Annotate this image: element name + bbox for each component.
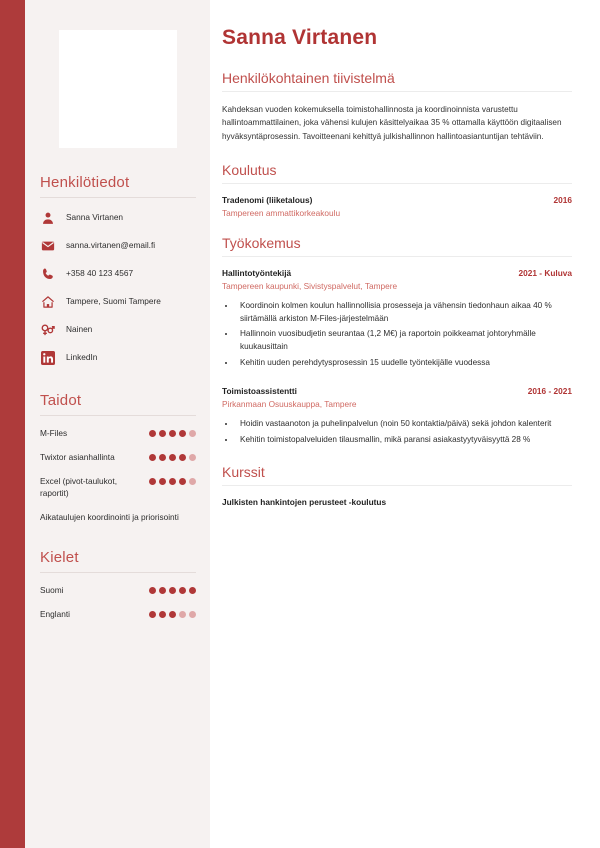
section-heading-summary: Henkilökohtainen tiivistelmä: [222, 70, 395, 86]
sidebar-heading-languages: Kielet: [40, 549, 79, 567]
skill-label: Aikataulujen koordinointi ja priorisointi: [40, 512, 179, 523]
section-summary: [222, 70, 572, 143]
rating-dot: [189, 454, 196, 461]
education-entry: [222, 195, 572, 218]
divider: [222, 485, 572, 486]
contact-value: sanna.virtanen@email.fi: [66, 240, 156, 251]
contact-value: Sanna Virtanen: [66, 212, 124, 223]
rating-dot: [159, 454, 166, 461]
section-education: [222, 162, 572, 218]
course-entry: [222, 497, 572, 507]
skill-item: [40, 427, 196, 439]
rating-dots: [149, 427, 196, 437]
divider: [222, 183, 572, 184]
rating-dot: [179, 454, 186, 461]
skill-item: [40, 511, 196, 523]
sidebar: [25, 0, 210, 848]
summary-text: Kahdeksan vuoden kokemuksella toimistohallinnosta ja koordinoinnista varustettu hallintoammattilainen, joka vähensi kulujen käsittelyaikaa 35 % ottamalla käyttöön digitaalisen hyväksyntäprosessin. Tavoitteenani kehittyä julkishallinnon hallintoasiantuntijan tehtäviin.: [222, 105, 562, 141]
divider: [40, 415, 196, 416]
rating-dot: [189, 611, 196, 618]
language-item: [40, 584, 196, 596]
entry-date: 2021 - Kuluva: [518, 267, 572, 278]
section-experience: [222, 235, 572, 447]
languages-list: [40, 584, 196, 620]
language-label: Englanti: [40, 609, 70, 620]
rating-dot: [149, 611, 156, 618]
skill-label: Twixtor asianhallinta: [40, 452, 115, 463]
rating-dots: [149, 475, 196, 485]
language-label: Suomi: [40, 585, 64, 596]
entry-header: [222, 497, 572, 507]
rating-dot: [189, 587, 196, 594]
sidebar-heading-skills: Taidot: [40, 392, 82, 409]
person-icon: [40, 210, 55, 225]
contact-value: +358 40 123 4567: [66, 268, 134, 279]
education-list: [222, 195, 572, 218]
rating-dots: [149, 451, 196, 461]
divider: [40, 572, 196, 573]
rating-dot: [169, 454, 176, 461]
experience-entry: [222, 386, 572, 446]
rating-dot: [149, 478, 156, 485]
entry-organization: Pirkanmaan Osuuskauppa, Tampere: [222, 399, 357, 410]
rating-dot: [159, 478, 166, 485]
rating-dot: [159, 587, 166, 594]
sidebar-heading-personal: Henkilötiedot: [40, 174, 130, 191]
section-heading-education: Koulutus: [222, 161, 277, 178]
contact-item[interactable]: [40, 237, 196, 254]
phone-icon: [40, 266, 55, 281]
home-icon: [40, 294, 55, 309]
contact-item[interactable]: [40, 293, 196, 310]
contact-item[interactable]: [40, 209, 196, 226]
entry-header: [222, 386, 572, 396]
language-item: [40, 608, 196, 620]
experience-list: [222, 268, 572, 447]
section-heading-experience: Työkokemus: [222, 234, 301, 251]
envelope-icon: [40, 238, 55, 253]
bullet-item: • Koordinoin kolmen koulun hallinnollisia prosesseja ja vähensin tiedonhaun aikaa 40 % siirtämällä arkiston M-Files-järjestelmään: [236, 300, 572, 325]
bullet-item: • Kehitin toimistopalveluiden tilausmallin, mikä paransi asiakastyytyväisyyttä 28 %: [236, 434, 572, 447]
contact-value: Nainen: [66, 324, 93, 335]
page-title: Sanna Virtanen: [222, 26, 378, 49]
entry-title: Toimistoassistentti: [222, 386, 297, 397]
entry-title: Tradenomi (liiketalous): [222, 194, 313, 205]
rating-dot: [149, 454, 156, 461]
divider: [40, 197, 196, 198]
entry-organization: Tampereen kaupunki, Sivistyspalvelut, Tampere: [222, 280, 398, 291]
section-courses: [222, 464, 572, 507]
main-content: [210, 0, 600, 848]
entry-bullets: [236, 300, 572, 370]
experience-entry: [222, 268, 572, 370]
linkedin-icon: [40, 350, 55, 365]
skill-item: [40, 475, 196, 499]
bullet-item: • Kehitin uuden perehdytysprosessin 15 uudelle työntekijälle vuodessa: [236, 357, 572, 370]
entry-header: [222, 268, 572, 278]
entry-date: 2016: [553, 194, 572, 205]
entry-title: Julkisten hankintojen perusteet -koulutus: [222, 496, 387, 507]
skill-item: [40, 451, 196, 463]
courses-list: [222, 497, 572, 507]
entry-header: [222, 195, 572, 205]
gender-icon: [40, 322, 55, 337]
contact-item[interactable]: [40, 321, 196, 338]
rating-dots: [149, 584, 196, 594]
rating-dot: [179, 611, 186, 618]
rating-dot: [149, 430, 156, 437]
rating-dot: [169, 611, 176, 618]
entry-title: Hallintotyöntekijä: [222, 267, 292, 278]
rating-dot: [179, 478, 186, 485]
entry-date: 2016 - 2021: [527, 386, 572, 397]
rating-dot: [179, 587, 186, 594]
bullet-item: • Hoidin vastaanoton ja puhelinpalvelun (noin 50 kontaktia/päivä) sekä johdon kalenterit: [236, 418, 572, 431]
rating-dots: [149, 608, 196, 618]
skill-label: M-Files: [40, 428, 68, 438]
contact-item[interactable]: [40, 349, 196, 366]
skills-list: [40, 427, 196, 523]
contact-value: LinkedIn: [66, 352, 98, 363]
rating-dot: [159, 611, 166, 618]
rating-dot: [159, 430, 166, 437]
rating-dot: [189, 478, 196, 485]
rating-dot: [189, 430, 196, 437]
entry-organization: Tampereen ammattikorkeakoulu: [222, 207, 341, 218]
rating-dot: [169, 430, 176, 437]
divider: [222, 256, 572, 257]
bullet-item: • Hallinnoin vuosibudjetin seurantaa (1,2 M€) ja raportoin poikkeamat johtoryhmälle kuukausittain: [236, 328, 572, 353]
section-heading-courses: Kurssit: [222, 463, 265, 480]
divider: [222, 91, 572, 92]
rating-dot: [179, 430, 186, 437]
skill-label: Excel (pivot-taulukot, raportit): [40, 476, 118, 499]
rating-dot: [169, 587, 176, 594]
rating-dot: [169, 478, 176, 485]
contact-value: Tampere, Suomi Tampere: [66, 296, 161, 307]
profile-photo-placeholder: [59, 30, 177, 148]
entry-bullets: [236, 418, 572, 446]
contact-list: [40, 209, 196, 366]
rating-dot: [149, 587, 156, 594]
accent-stripe: [0, 0, 25, 848]
contact-item[interactable]: [40, 265, 196, 282]
